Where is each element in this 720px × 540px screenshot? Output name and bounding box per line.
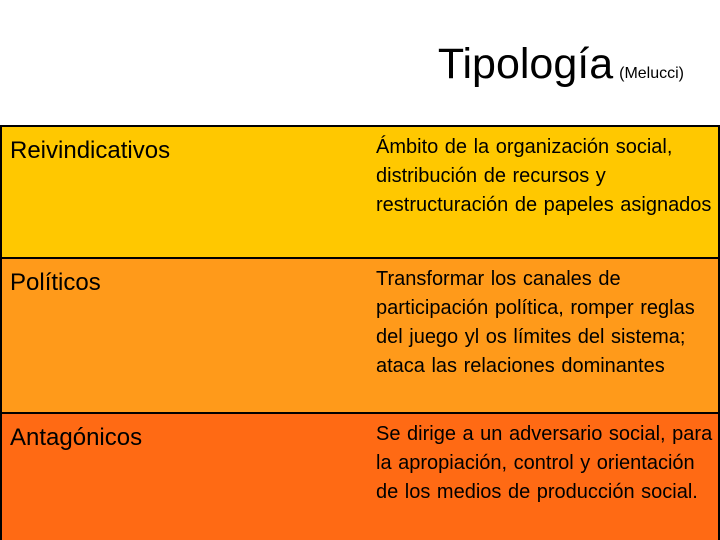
term-cell: Antagónicos [1, 413, 370, 540]
description-cell: Se dirige a un adversario social, para la apropiación, control y orientación de los medios de producción social. [370, 413, 719, 540]
title-text: Tipología [437, 40, 614, 88]
term-cell: Reivindicativos [1, 126, 370, 258]
table-row [1, 258, 719, 413]
description-cell: Ámbito de la organización social, distribución de recursos y restructuración de papeles asignados [370, 126, 719, 258]
description-cell: Transformar los canales de participación política, romper reglas del juego yl os límites del sistema; ataca las relaciones dominantes [370, 258, 719, 413]
typology-table [0, 125, 720, 540]
slide-title [0, 40, 684, 96]
term-cell: Políticos [1, 258, 370, 413]
table-row [1, 413, 719, 540]
title-subtitle: (Melucci) [619, 65, 684, 82]
table-row [1, 126, 719, 258]
